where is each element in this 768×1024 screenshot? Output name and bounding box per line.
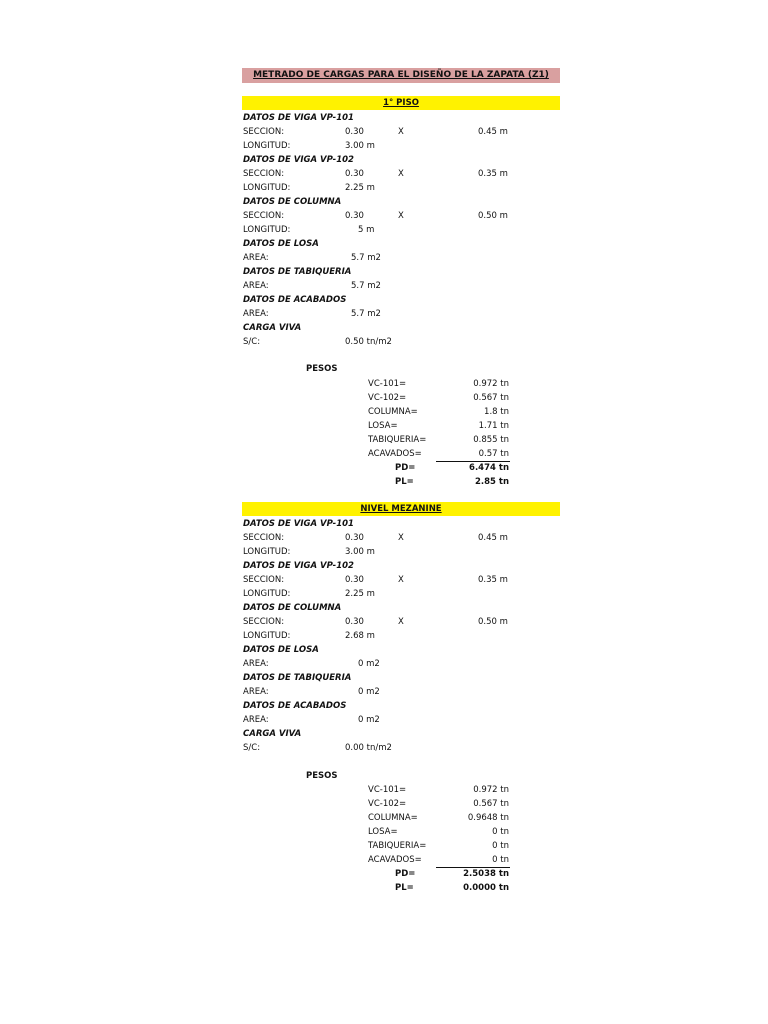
peso-label: ACAVADOS= [368,855,422,865]
pl-label: PL= [395,883,414,893]
area-value: 5.7 m2 [351,253,381,263]
peso-label: LOSA= [368,827,398,837]
seccion-label: SECCION: [243,169,285,179]
area-value: 0 m2 [358,659,380,669]
peso-label: VC-102= [368,393,407,403]
times-sign: X [398,211,404,221]
area-label: AREA: [243,715,269,725]
longitud-value: 5 m [358,225,375,235]
seccion-b-value: 0.30 [345,211,364,221]
longitud-label: LONGITUD: [243,183,291,193]
seccion-b-value: 0.30 [345,533,364,543]
seccion-h-value: 0.50 m [478,211,508,221]
viga-101-title: DATOS DE VIGA VP-101 [243,113,354,123]
sc-value: 0.00 tn/m2 [345,743,392,753]
peso-label: COLUMNA= [368,407,418,417]
viga-102-title: DATOS DE VIGA VP-102 [243,155,354,165]
seccion-h-value: 0.35 m [478,169,508,179]
times-sign: X [398,127,404,137]
seccion-label: SECCION: [243,127,285,137]
times-sign: X [398,575,404,585]
times-sign: X [398,533,404,543]
seccion-label: SECCION: [243,617,285,627]
peso-label: VC-101= [368,379,407,389]
peso-value: 1.71 tn [478,421,509,431]
area-label: AREA: [243,687,269,697]
longitud-value: 2.68 m [345,631,375,641]
seccion-label: SECCION: [243,575,285,585]
peso-value: 0.972 tn [473,379,509,389]
peso-value: 0 tn [492,855,509,865]
section-header: NIVEL MEZANINE [242,502,560,516]
longitud-value: 3.00 m [345,141,375,151]
seccion-h-value: 0.50 m [478,617,508,627]
longitud-label: LONGITUD: [243,631,291,641]
tabiqueria-title: DATOS DE TABIQUERIA [243,673,352,683]
seccion-b-value: 0.30 [345,169,364,179]
seccion-b-value: 0.30 [345,575,364,585]
sc-value: 0.50 tn/m2 [345,337,392,347]
area-value: 0 m2 [358,715,380,725]
carga-viva-title: CARGA VIVA [243,729,302,739]
pl-value: 2.85 tn [474,477,509,487]
pl-value: 0.0000 tn [463,883,509,893]
tabiqueria-title: DATOS DE TABIQUERIA [243,267,352,277]
seccion-label: SECCION: [243,211,285,221]
area-value: 5.7 m2 [351,281,381,291]
sc-label: S/C: [243,337,261,347]
peso-label: TABIQUERIA= [368,435,427,445]
times-sign: X [398,169,404,179]
pesos-title: PESOS [306,364,338,374]
peso-label: ACAVADOS= [368,449,422,459]
longitud-label: LONGITUD: [243,589,291,599]
pd-value: 2.5038 tn [463,869,509,879]
seccion-b-value: 0.30 [345,127,364,137]
peso-value: 0.972 tn [473,785,509,795]
peso-value: 0.855 tn [473,435,509,445]
times-sign: X [398,617,404,627]
columna-title: DATOS DE COLUMNA [243,197,342,207]
pl-label: PL= [395,477,414,487]
peso-label: TABIQUERIA= [368,841,427,851]
peso-value: 0.57 tn [478,449,509,459]
acabados-title: DATOS DE ACABADOS [243,295,347,305]
area-label: AREA: [243,659,269,669]
peso-value: 0.567 tn [473,799,509,809]
columna-title: DATOS DE COLUMNA [243,603,342,613]
pd-label: PD= [395,463,416,473]
longitud-label: LONGITUD: [243,547,291,557]
longitud-label: LONGITUD: [243,225,291,235]
acabados-title: DATOS DE ACABADOS [243,701,347,711]
pd-value: 6.474 tn [469,463,509,473]
peso-label: VC-102= [368,799,407,809]
area-label: AREA: [243,281,269,291]
seccion-label: SECCION: [243,533,285,543]
area-label: AREA: [243,309,269,319]
seccion-h-value: 0.45 m [478,533,508,543]
seccion-h-value: 0.35 m [478,575,508,585]
carga-viva-title: CARGA VIVA [243,323,302,333]
document-title: METRADO DE CARGAS PARA EL DISEÑO DE LA ZAPATA (Z1) [242,68,560,83]
peso-value: 0.567 tn [473,393,509,403]
peso-value: 1.8 tn [484,407,509,417]
longitud-value: 2.25 m [345,183,375,193]
longitud-value: 3.00 m [345,547,375,557]
pesos-title: PESOS [306,771,338,781]
area-value: 0 m2 [358,687,380,697]
peso-value: 0.9648 tn [467,813,509,823]
area-label: AREA: [243,253,269,263]
peso-label: LOSA= [368,421,398,431]
viga-102-title: DATOS DE VIGA VP-102 [243,561,354,571]
sc-label: S/C: [243,743,261,753]
pd-label: PD= [395,869,416,879]
peso-value: 0 tn [492,827,509,837]
losa-title: DATOS DE LOSA [243,645,319,655]
section-header: 1° PISO [242,96,560,110]
losa-title: DATOS DE LOSA [243,239,319,249]
seccion-h-value: 0.45 m [478,127,508,137]
longitud-value: 2.25 m [345,589,375,599]
peso-label: VC-101= [368,785,407,795]
longitud-label: LONGITUD: [243,141,291,151]
viga-101-title: DATOS DE VIGA VP-101 [243,519,354,529]
peso-label: COLUMNA= [368,813,418,823]
seccion-b-value: 0.30 [345,617,364,627]
peso-value: 0 tn [492,841,509,851]
area-value: 5.7 m2 [351,309,381,319]
